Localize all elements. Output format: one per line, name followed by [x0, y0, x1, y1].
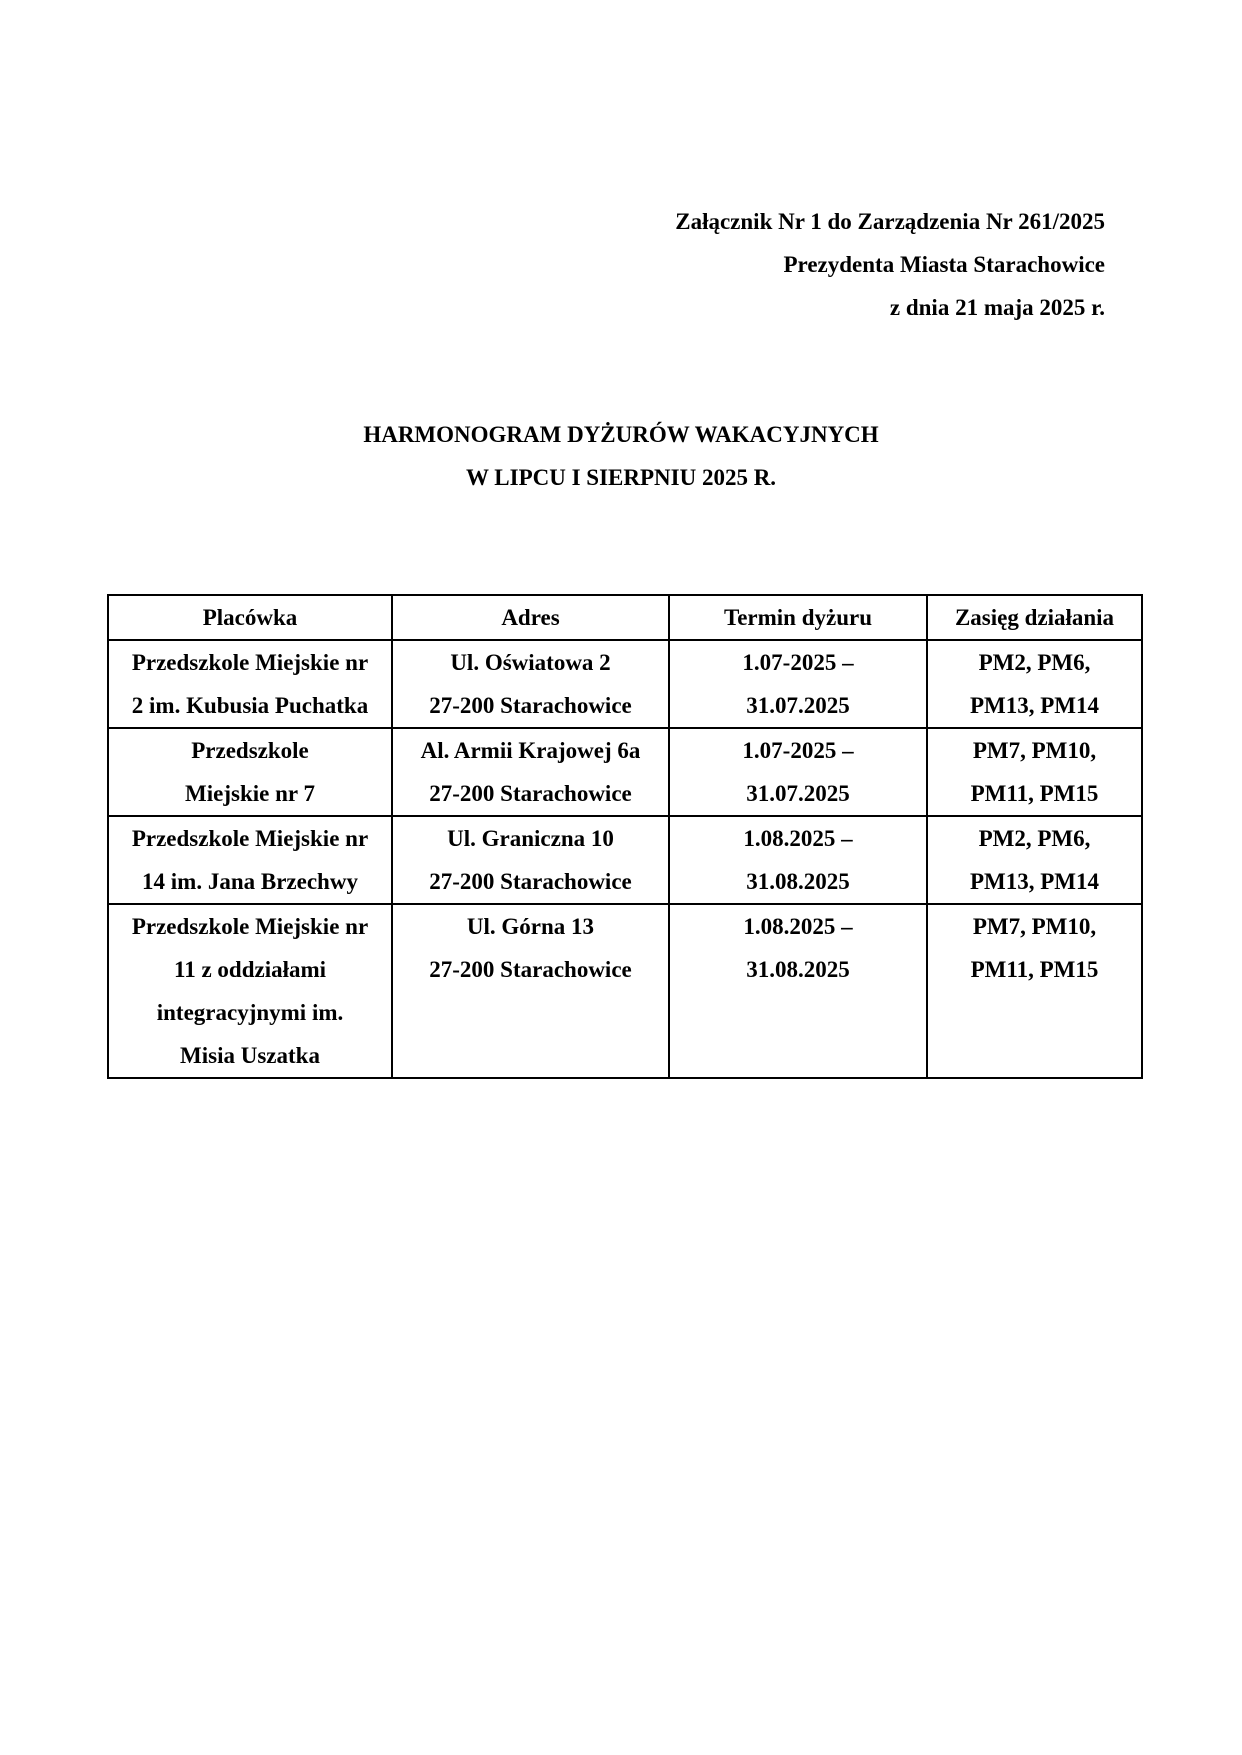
- cell-line: Przedszkole Miejskie nr: [131, 650, 369, 675]
- cell-line: 11 z oddziałami: [173, 957, 327, 982]
- table-header-row: [108, 595, 1142, 640]
- cell-line: Misia Uszatka: [180, 1043, 320, 1068]
- cell-line: PM13, PM14: [969, 869, 1099, 894]
- table-row: [108, 640, 1142, 728]
- cell-line: 1.07-2025 –: [742, 650, 854, 675]
- cell-line: 14 im. Jana Brzechwy: [142, 869, 358, 894]
- column-header-term: Termin dyżuru: [669, 595, 927, 640]
- table-row: [108, 816, 1142, 904]
- column-header-address: Adres: [392, 595, 669, 640]
- cell-line: PM7, PM10,: [972, 738, 1097, 763]
- cell-line: Miejskie nr 7: [185, 781, 315, 806]
- cell-line: 27-200 Starachowice: [429, 957, 632, 982]
- cell-line: 31.07.2025: [746, 781, 850, 806]
- cell-line: 1.07-2025 –: [742, 738, 854, 763]
- annex-header: [675, 200, 1105, 329]
- title-line: HARMONOGRAM DYŻURÓW WAKACYJNYCH: [363, 422, 879, 447]
- range-cell: [927, 816, 1142, 904]
- cell-line: PM11, PM15: [970, 957, 1099, 982]
- cell-line: Przedszkole Miejskie nr: [131, 826, 369, 851]
- term-cell: [669, 640, 927, 728]
- term-cell: [669, 904, 927, 1078]
- cell-line: 27-200 Starachowice: [429, 693, 632, 718]
- facility-cell: [108, 728, 392, 816]
- cell-line: Przedszkole: [191, 738, 309, 763]
- table-row: [108, 728, 1142, 816]
- term-cell: [669, 816, 927, 904]
- address-cell: [392, 728, 669, 816]
- cell-line: 2 im. Kubusia Puchatka: [131, 693, 369, 718]
- table-row: [108, 904, 1142, 1078]
- cell-line: PM7, PM10,: [972, 914, 1097, 939]
- cell-line: PM2, PM6,: [978, 826, 1091, 851]
- cell-line: 1.08.2025 –: [743, 826, 853, 851]
- cell-line: 27-200 Starachowice: [429, 869, 632, 894]
- cell-line: PM2, PM6,: [978, 650, 1091, 675]
- cell-line: PM13, PM14: [969, 693, 1099, 718]
- address-cell: [392, 816, 669, 904]
- cell-line: integracyjnymi im.: [156, 1000, 344, 1025]
- annex-line: Prezydenta Miasta Starachowice: [783, 252, 1105, 277]
- document-title: [0, 413, 1242, 499]
- annex-line: z dnia 21 maja 2025 r.: [889, 295, 1105, 320]
- facility-cell: [108, 640, 392, 728]
- range-cell: [927, 640, 1142, 728]
- annex-line: Załącznik Nr 1 do Zarządzenia Nr 261/2025: [675, 209, 1105, 234]
- cell-line: Ul. Górna 13: [466, 914, 595, 939]
- title-line: W LIPCU I SIERPNIU 2025 R.: [465, 465, 777, 490]
- column-header-range: Zasięg działania: [927, 595, 1142, 640]
- facility-cell: [108, 816, 392, 904]
- range-cell: [927, 728, 1142, 816]
- cell-line: PM11, PM15: [970, 781, 1099, 806]
- column-header-facility: Placówka: [108, 595, 392, 640]
- facility-cell: [108, 904, 392, 1078]
- cell-line: 31.08.2025: [746, 957, 850, 982]
- term-cell: [669, 728, 927, 816]
- address-cell: [392, 904, 669, 1078]
- range-cell: [927, 904, 1142, 1078]
- duty-schedule-table: [107, 594, 1143, 1079]
- cell-line: 1.08.2025 –: [743, 914, 853, 939]
- cell-line: 31.08.2025: [746, 869, 850, 894]
- address-cell: [392, 640, 669, 728]
- cell-line: Al. Armii Krajowej 6a: [420, 738, 641, 763]
- cell-line: Ul. Oświatowa 2: [450, 650, 611, 675]
- cell-line: Ul. Graniczna 10: [447, 826, 614, 851]
- cell-line: Przedszkole Miejskie nr: [131, 914, 369, 939]
- cell-line: 31.07.2025: [746, 693, 850, 718]
- cell-line: 27-200 Starachowice: [429, 781, 632, 806]
